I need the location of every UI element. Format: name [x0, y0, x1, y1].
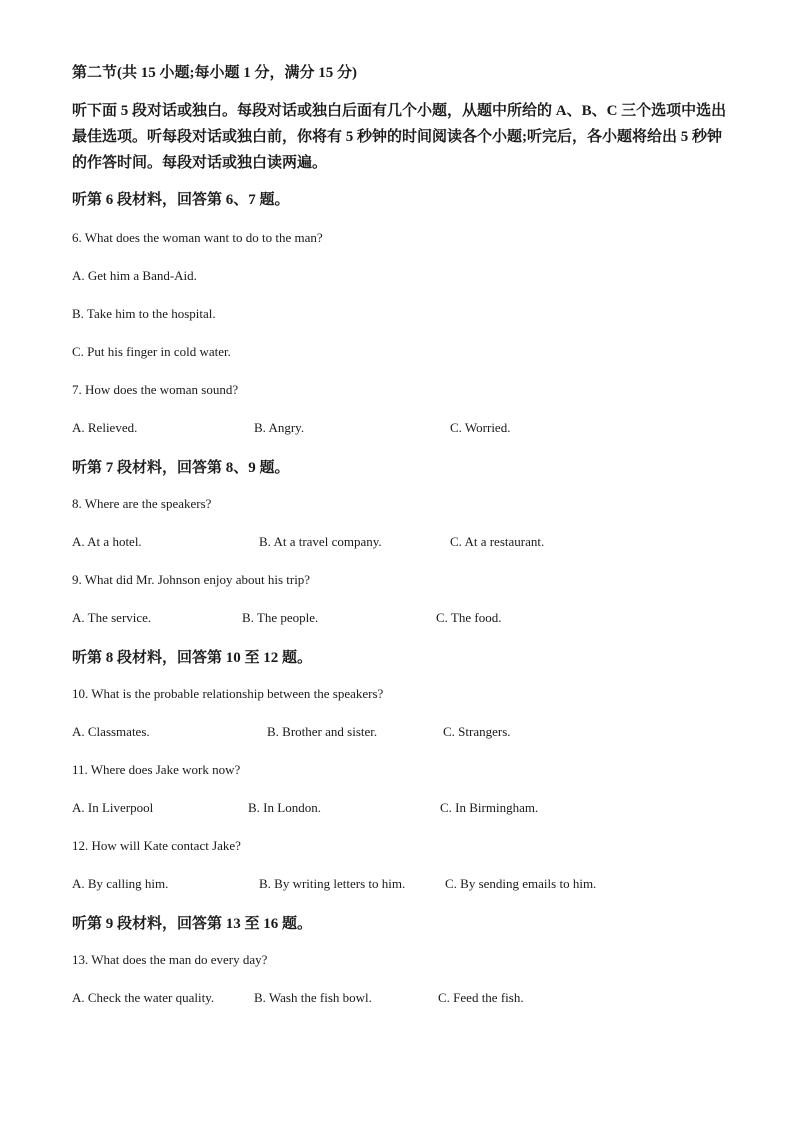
- section-heading-7: 听第 7 段材料，回答第 8、9 题。: [72, 460, 290, 476]
- option-9b: B. The people.: [242, 610, 319, 625]
- option-9a: A. The service.: [72, 610, 152, 625]
- option-13c: C. Feed the fish.: [438, 990, 524, 1005]
- option-8c: C. At a restaurant.: [450, 534, 545, 549]
- question-11: 11. Where does Jake work now?: [72, 762, 241, 777]
- section-heading-6: 听第 6 段材料，回答第 6、7 题。: [72, 192, 290, 208]
- option-13a: A. Check the water quality.: [72, 990, 215, 1005]
- instructions: 听下面 5 段对话或独白。每段对话或独白后面有几个小题，从题中所给的 A、B、C 三个选项中选出最佳选项。听每段对话或独白前，你将有 5 秒钟的时间阅读各个小题;听完后，各小题将给出 5 秒钟的作答时间。每段对话或独白读两遍。: [72, 103, 727, 171]
- section-header: 第二节(共 15 小题;每小题 1 分，满分 15 分): [72, 65, 357, 81]
- question-6: 6. What does the woman want to do to the man?: [72, 230, 323, 245]
- option-7a: A. Relieved.: [72, 420, 138, 435]
- question-12: 12. How will Kate contact Jake?: [72, 838, 241, 853]
- section-heading-8: 听第 8 段材料，回答第 10 至 12 题。: [72, 650, 313, 666]
- question-8: 8. Where are the speakers?: [72, 496, 212, 511]
- question-10: 10. What is the probable relationship between the speakers?: [72, 686, 384, 701]
- section-heading-9: 听第 9 段材料，回答第 13 至 16 题。: [72, 916, 313, 932]
- question-7: 7. How does the woman sound?: [72, 382, 239, 397]
- option-13b: B. Wash the fish bowl.: [254, 990, 372, 1005]
- option-12a: A. By calling him.: [72, 876, 169, 891]
- option-7c: C. Worried.: [450, 420, 511, 435]
- option-6a: A. Get him a Band-Aid.: [72, 268, 197, 283]
- option-8a: A. At a hotel.: [72, 534, 142, 549]
- option-11a: A. In Liverpool: [72, 800, 154, 815]
- option-6c: C. Put his finger in cold water.: [72, 344, 231, 359]
- option-7b: B. Angry.: [254, 420, 305, 435]
- option-9c: C. The food.: [436, 610, 502, 625]
- option-11b: B. In London.: [248, 800, 321, 815]
- option-10a: A. Classmates.: [72, 724, 150, 739]
- option-10b: B. Brother and sister.: [267, 724, 378, 739]
- question-13: 13. What does the man do every day?: [72, 952, 268, 967]
- option-6b: B. Take him to the hospital.: [72, 306, 216, 321]
- question-9: 9. What did Mr. Johnson enjoy about his trip?: [72, 572, 311, 587]
- option-8b: B. At a travel company.: [259, 534, 382, 549]
- option-12b: B. By writing letters to him.: [259, 876, 406, 891]
- option-12c: C. By sending emails to him.: [445, 876, 597, 891]
- option-10c: C. Strangers.: [443, 724, 511, 739]
- option-11c: C. In Birmingham.: [440, 800, 539, 815]
